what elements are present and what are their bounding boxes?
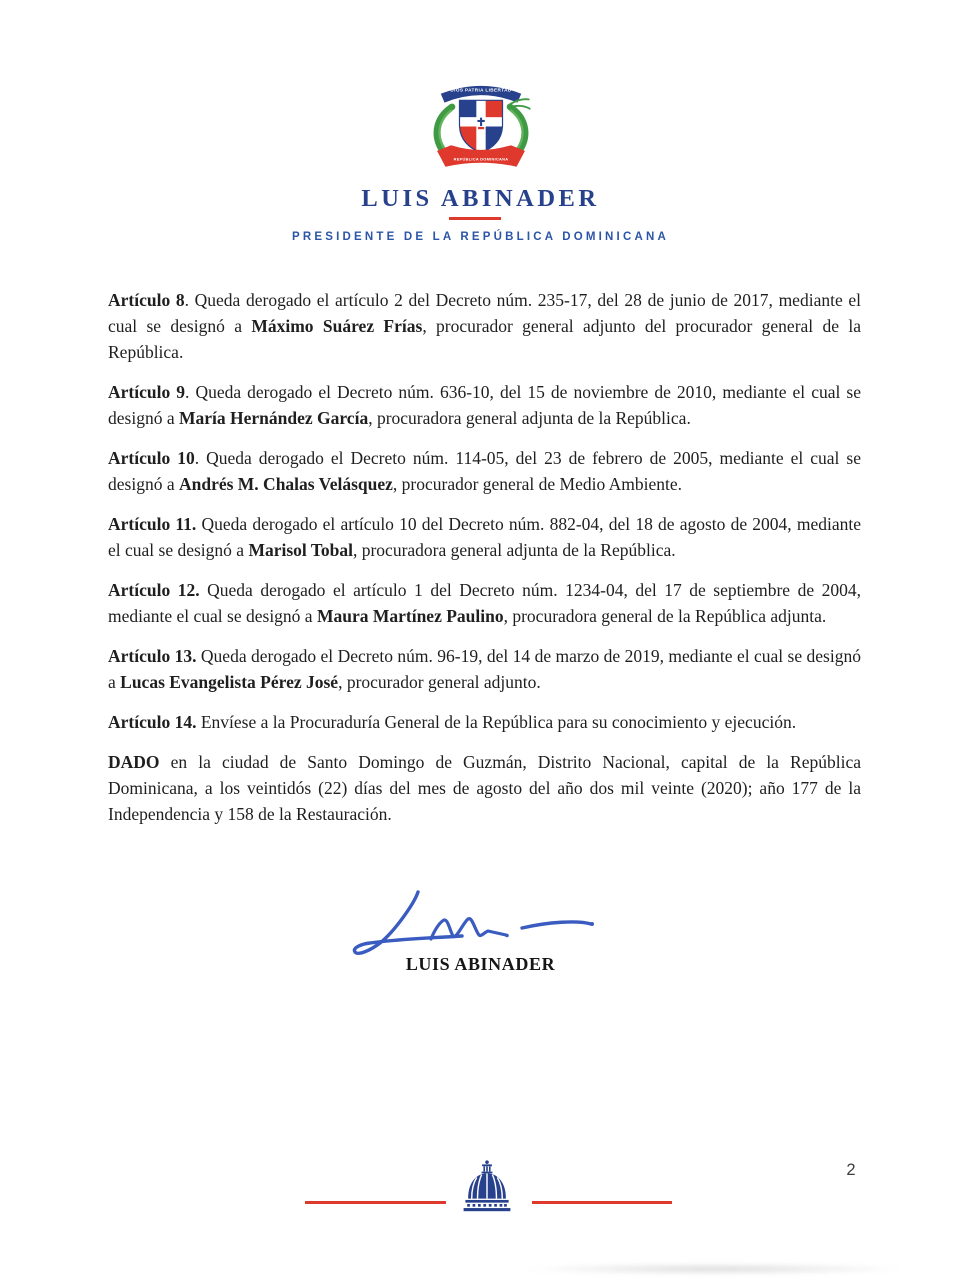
bold-run: Artículo 13. (108, 646, 197, 666)
text-run: , procuradora general adjunta de la República. (368, 408, 691, 428)
red-divider (449, 217, 501, 220)
article-11 (108, 511, 861, 563)
signature-scribble-icon (340, 882, 610, 960)
dado-clause (108, 749, 861, 827)
footer-rule-left (305, 1201, 446, 1204)
bold-run: Maura Martínez Paulino (316, 606, 504, 626)
text-run: , procuradora general adjunta de la República. (352, 540, 676, 560)
bold-run: María Hernández García (178, 408, 369, 428)
bold-run: Artículo 14. (108, 712, 197, 732)
bold-run: DADO (108, 752, 160, 772)
articles (108, 287, 861, 841)
text-run: , procurador general de Medio Ambiente. (392, 474, 683, 494)
bold-run: Andrés M. Chalas Velásquez (178, 474, 393, 494)
bold-run: Artículo 8 (108, 290, 185, 310)
bold-run: Lucas Evangelista Pérez José (120, 672, 339, 692)
letterhead (0, 76, 961, 182)
coat-of-arms-motto-bottom: REPÚBLICA DOMINICANA (453, 156, 508, 162)
bold-run: Marisol Tobal (248, 540, 353, 560)
president-name: LUIS ABINADER (361, 185, 600, 212)
article-14 (108, 709, 861, 735)
article-12 (108, 577, 861, 629)
bold-run: Artículo 11. (108, 514, 197, 534)
text-run: , procurador general adjunto. (338, 672, 541, 692)
text-run: en la ciudad de Santo Domingo de Guzmán, Distrito Nacional, capital de la República Dominicana, a los veintidós (22) días del mes de agosto del año dos mil veinte (2020); año 177 de la Independencia y 158 de la Restauración. (108, 752, 861, 824)
text-run: Queda derogado el artículo 1 del Decreto núm. 1234-04, del 17 de septiembre de 2004, mediante el cual se designó a (108, 580, 861, 626)
signatory-name: LUIS ABINADER (405, 954, 556, 974)
coat-of-arms-icon (420, 76, 542, 177)
article-9 (108, 379, 861, 431)
article-8 (108, 287, 861, 365)
text-run: Envíese a la Procuraduría General de la República para su conocimiento y ejecución. (196, 712, 797, 732)
footer-rule-right (532, 1201, 672, 1204)
article-10 (108, 445, 861, 497)
coat-of-arms-motto-top: DIOS PATRIA LIBERTAD (449, 87, 512, 93)
text-run: , procuradora general de la República adjunta. (503, 606, 827, 626)
dome-icon (460, 1158, 514, 1214)
text-run: Queda derogado el Decreto núm. 96-19, del 14 de marzo de 2019, mediante el cual se designó a (108, 646, 861, 692)
bold-run: Máximo Suárez Frías (251, 316, 423, 336)
text-run: , procurador general adjunto del procurador general de la República. (108, 316, 861, 362)
scan-shadow (520, 1263, 910, 1275)
text-run: Queda derogado el artículo 10 del Decreto núm. 882-04, del 18 de agosto de 2004, mediante el cual se designó a (108, 514, 861, 560)
bold-run: Artículo 9 (108, 382, 186, 402)
text-run: . Queda derogado el artículo 2 del Decreto núm. 235-17, del 28 de junio de 2017, mediante el cual se designó a (108, 290, 861, 336)
bold-run: Artículo 10 (108, 448, 195, 468)
page-number: 2 (846, 1161, 856, 1179)
text-run: . Queda derogado el Decreto núm. 636-10, del 15 de noviembre de 2010, mediante el cual se designó a (108, 382, 861, 428)
president-title: PRESIDENTE DE LA REPÚBLICA DOMINICANA (292, 231, 669, 243)
article-13 (108, 643, 861, 695)
bold-run: Artículo 12. (108, 580, 200, 600)
text-run: . Queda derogado el Decreto núm. 114-05, del 23 de febrero de 2005, mediante el cual se designó a (108, 448, 861, 494)
